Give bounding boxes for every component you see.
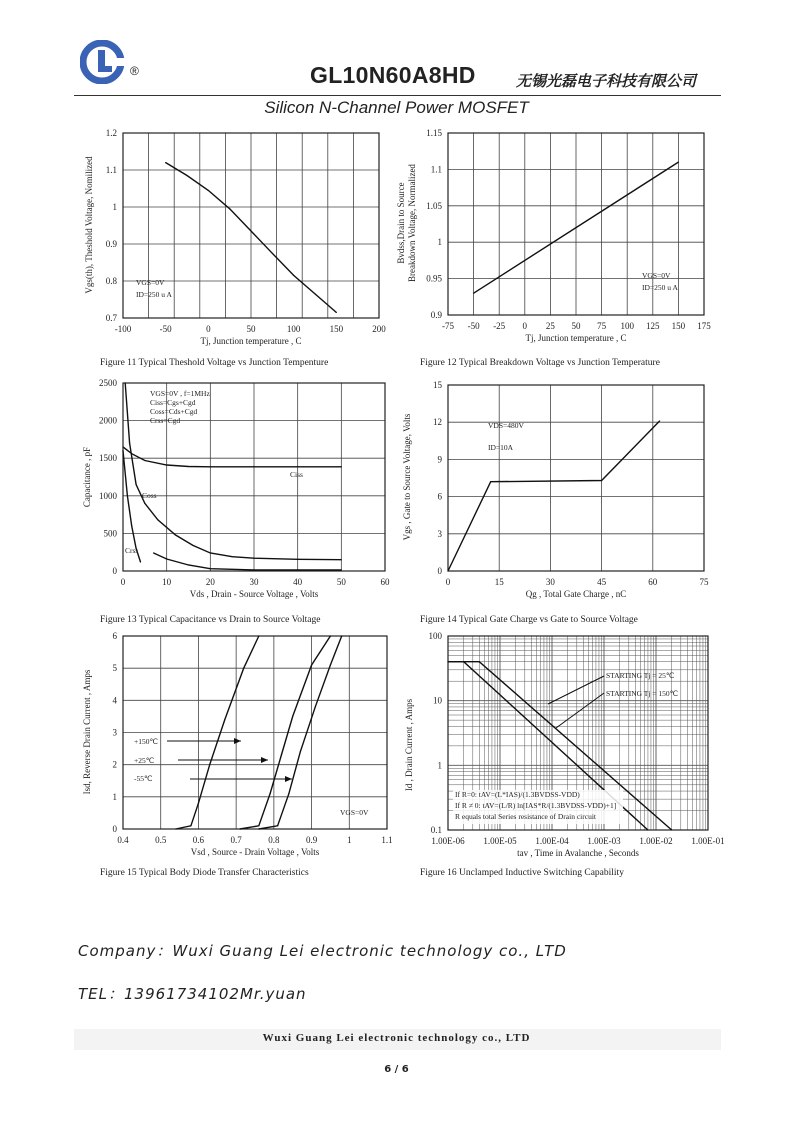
part-number: GL10N60A8HD: [310, 62, 476, 88]
data-point: [281, 754, 282, 755]
page-number: 6 / 6: [384, 1064, 409, 1075]
x-tick-label: 0.8: [268, 835, 280, 845]
x-tick-label: 1.00E-06: [431, 836, 465, 846]
x-axis-label: tav , Time in Avalanche , Seconds: [517, 848, 639, 858]
chart-fig15: [82, 631, 393, 878]
data-point: [341, 635, 342, 636]
y-tick-label: 0.7: [105, 313, 117, 323]
data-point: [601, 480, 602, 481]
chart-annotation: R equals total Series resistance of Drain circuit: [455, 812, 596, 821]
data-point: [125, 382, 126, 383]
data-point: [250, 230, 251, 231]
chart-fig11: [84, 128, 386, 368]
footer-company: Wuxi Guang Lei electronic technology co., LTD: [262, 1032, 531, 1044]
chart-fig14: [402, 380, 709, 625]
registered-mark: ®: [130, 64, 139, 78]
data-point: [175, 828, 176, 829]
y-axis-label: Capacitance , pF: [82, 446, 92, 508]
chart-annotation: ID=250 u A: [136, 290, 172, 299]
y-tick-label: 3: [112, 727, 117, 738]
y-axis-label: Breakdown Voltage, Normalized: [407, 164, 417, 282]
y-tick-label: 5: [112, 663, 117, 674]
y-tick-label: 1.15: [426, 128, 442, 138]
x-axis-label: Tj, Junction temperature , C: [525, 333, 627, 343]
data-point: [232, 556, 233, 557]
y-tick-label: 1: [437, 760, 442, 771]
data-point: [144, 460, 145, 461]
x-tick-label: 1.00E-02: [639, 836, 673, 846]
chart-annotation: VGS=0V: [642, 271, 671, 280]
x-tick-label: -50: [159, 324, 172, 334]
arrow-head: [285, 776, 292, 782]
data-point: [297, 466, 298, 467]
x-tick-label: 40: [293, 577, 303, 587]
x-tick-label: 30: [249, 577, 259, 587]
chart-annotation: If R ≠ 0: tAV=(L/R) ln[IAS*R/(1.3BVDSS-VDD)+1]: [455, 801, 617, 810]
x-axis-label: Vds , Drain - Source Voltage , Volts: [189, 589, 319, 599]
data-point: [311, 664, 312, 665]
data-point: [258, 635, 259, 636]
y-tick-label: 1500: [99, 453, 117, 464]
data-point: [190, 825, 191, 826]
x-tick-label: 60: [648, 577, 658, 587]
data-point: [671, 829, 672, 830]
figure-caption: Figure 12 Typical Breakdown Voltage vs Junction Temperature: [420, 358, 660, 368]
data-point: [166, 558, 167, 559]
x-tick-label: 0: [445, 577, 451, 587]
data-point: [210, 568, 211, 569]
y-tick-label: 0.8: [105, 276, 117, 286]
y-axis-label: Vgs , Gate to Source Voltage, Volts: [402, 413, 412, 541]
chart-annotation: VDS=480V: [488, 421, 524, 430]
x-tick-label: 0.4: [117, 835, 129, 845]
y-tick-label: 0.95: [426, 273, 442, 284]
x-tick-label: 1.00E-01: [691, 836, 725, 846]
x-tick-label: 0.7: [230, 835, 242, 845]
data-point: [341, 569, 342, 570]
x-tick-label: 150: [671, 321, 686, 331]
data-point: [659, 420, 660, 421]
arrow-line: [548, 676, 604, 704]
data-point: [336, 312, 337, 313]
data-point: [341, 559, 342, 560]
x-tick-label: 10: [162, 577, 172, 587]
data-point: [447, 661, 448, 662]
chart-annotation: Coss=Cds+Cgd: [150, 407, 198, 416]
document-subtitle: Silicon N-Channel Power MOSFET: [264, 98, 529, 117]
data-point: [292, 716, 293, 717]
x-tick-label: 1.00E-03: [587, 836, 621, 846]
x-tick-label: 1.00E-04: [535, 836, 569, 846]
data-point: [490, 481, 491, 482]
chart-annotation: If R=0: tAV=(L*IAS)/(1.3BVDSS-VDD): [455, 790, 580, 799]
y-tick-label: 0.9: [430, 310, 442, 320]
x-tick-label: 150: [329, 324, 344, 334]
x-tick-label: 75: [699, 577, 709, 587]
arrow-head: [234, 738, 241, 744]
x-tick-label: 20: [205, 577, 215, 587]
chart-annotation: Crss=Cgd: [150, 416, 181, 425]
y-tick-label: 1.05: [426, 200, 442, 211]
y-tick-label: 1.1: [430, 164, 442, 175]
data-point: [165, 162, 166, 163]
data-point: [136, 484, 137, 485]
data-point: [131, 525, 132, 526]
data-point: [127, 495, 128, 496]
chart-annotation: STARTING Tj = 25℃: [606, 671, 675, 680]
y-tick-label: 2500: [99, 378, 117, 388]
data-point: [258, 825, 259, 826]
y-tick-label: 2000: [99, 415, 117, 426]
data-point: [188, 466, 189, 467]
data-point: [224, 719, 225, 720]
data-point: [166, 464, 167, 465]
y-tick-label: 10: [433, 695, 442, 706]
y-tick-label: 15: [433, 380, 442, 390]
y-tick-label: 1: [112, 791, 117, 802]
data-point: [330, 635, 331, 636]
data-point: [198, 803, 199, 804]
x-tick-label: 0: [120, 577, 126, 587]
chart-annotation: VGS=0V: [136, 278, 165, 287]
chart-annotation: Ciss=Cgs+Cgd: [150, 398, 196, 407]
y-axis-label: Isd, Reverse Drain Current , Amps: [82, 669, 92, 795]
x-tick-label: -100: [114, 324, 132, 334]
data-point: [277, 825, 278, 826]
data-point: [678, 162, 679, 163]
data-point: [175, 534, 176, 535]
plot-frame: [448, 385, 704, 571]
y-tick-label: 9: [437, 454, 442, 465]
series-line: [448, 421, 660, 571]
company-name-cn: 无锡光磊电子科技有限公司: [516, 72, 697, 90]
data-point: [210, 552, 211, 553]
data-point: [157, 519, 158, 520]
y-tick-label: 1.1: [105, 165, 117, 175]
x-tick-label: 50: [571, 321, 581, 331]
y-tick-label: 1000: [99, 490, 117, 501]
series-line: [123, 447, 341, 467]
y-tick-label: 500: [103, 528, 117, 539]
x-tick-label: 25: [545, 321, 555, 331]
data-point: [269, 793, 270, 794]
data-point: [463, 661, 464, 662]
data-point: [122, 446, 123, 447]
y-tick-label: 0: [112, 824, 117, 834]
chart-annotation: ID=250 u A: [642, 283, 678, 292]
data-point: [297, 559, 298, 560]
x-tick-label: 100: [286, 324, 301, 334]
series-label: Crss: [125, 546, 139, 555]
x-tick-label: 0.9: [305, 835, 318, 845]
series-label: +150℃: [134, 737, 158, 746]
x-tick-label: 60: [380, 577, 390, 587]
x-tick-label: -50: [467, 321, 480, 331]
data-point: [140, 561, 141, 562]
x-tick-label: 1: [347, 835, 352, 845]
x-tick-label: 0: [206, 324, 211, 334]
x-tick-label: 30: [545, 577, 555, 587]
y-tick-label: 0.1: [430, 825, 442, 835]
x-tick-label: 75: [597, 321, 607, 331]
figure-caption: Figure 11 Typical Theshold Voltage vs Junction Tempenture: [100, 358, 329, 368]
data-point: [153, 552, 154, 553]
data-point: [258, 828, 259, 829]
data-point: [330, 664, 331, 665]
series-label: +25℃: [134, 756, 155, 765]
data-point: [208, 190, 209, 191]
x-tick-label: 0.6: [192, 835, 205, 845]
data-point: [243, 668, 244, 669]
x-tick-label: -75: [442, 321, 454, 331]
data-point: [253, 569, 254, 570]
y-tick-label: 6: [437, 491, 442, 502]
x-tick-label: 0: [522, 321, 528, 331]
tel-line: TEL：13961734102Mr.yuan: [78, 985, 307, 1003]
data-point: [253, 558, 254, 559]
y-tick-label: 3: [437, 528, 442, 539]
x-tick-label: 1.1: [381, 835, 393, 845]
company-line: Company：Wuxi Guang Lei electronic technology co., LTD: [78, 942, 567, 960]
x-tick-label: 50: [336, 577, 346, 587]
data-point: [473, 293, 474, 294]
y-tick-label: 0: [437, 566, 442, 576]
chart-annotation: VGS=0V , f=1MHz: [150, 389, 210, 398]
x-tick-label: 15: [494, 577, 504, 587]
chart-fig16: [404, 631, 725, 878]
chart-fig13: [82, 378, 390, 625]
figure-caption: Figure 15 Typical Body Diode Transfer Characteristics: [100, 868, 309, 878]
data-point: [479, 661, 480, 662]
y-tick-label: 1: [437, 237, 442, 248]
data-point: [122, 450, 123, 451]
chart-annotation: ID=10A: [488, 443, 514, 452]
y-tick-label: 0.9: [105, 239, 117, 249]
figure-caption: Figure 14 Typical Gate Charge vs Gate to Source Voltage: [420, 615, 638, 625]
data-point: [293, 275, 294, 276]
chart-annotation: VGS=0V: [340, 808, 369, 817]
data-point: [447, 570, 448, 571]
y-tick-label: 100: [428, 631, 442, 641]
data-point: [300, 751, 301, 752]
x-tick-label: 0.5: [155, 835, 167, 845]
x-axis-label: Vsd , Source - Drain Voltage , Volts: [190, 847, 320, 857]
x-tick-label: 100: [620, 321, 634, 331]
data-point: [253, 466, 254, 467]
y-tick-label: 4: [112, 695, 117, 706]
data-point: [209, 764, 210, 765]
data-point: [192, 545, 193, 546]
x-axis-label: Tj, Junction temperature , C: [200, 336, 302, 346]
data-point: [272, 253, 273, 254]
x-axis-label: Qg , Total Gate Charge , nC: [525, 589, 627, 599]
arrow-head: [261, 757, 268, 763]
series-line: [154, 553, 342, 570]
y-axis-label: Id , Drain Current , Amps: [404, 698, 414, 792]
data-point: [297, 569, 298, 570]
data-point: [186, 175, 187, 176]
series-label: -55℃: [134, 774, 153, 783]
chart-fig12: [396, 128, 711, 368]
data-point: [315, 706, 316, 707]
x-tick-label: 125: [646, 321, 660, 331]
y-tick-label: 1.2: [105, 128, 117, 138]
y-axis-label: Vgs(th), Theshold Voltage, Nomilized: [84, 156, 94, 294]
data-point: [341, 466, 342, 467]
figure-caption: Figure 16 Unclamped Inductive Switching Capability: [420, 868, 624, 878]
data-point: [314, 293, 315, 294]
x-tick-label: 45: [597, 577, 607, 587]
data-point: [229, 208, 230, 209]
y-tick-label: 2: [112, 759, 117, 770]
x-tick-label: -25: [493, 321, 506, 331]
y-tick-label: 1: [112, 202, 117, 212]
data-point: [144, 503, 145, 504]
x-tick-label: 200: [372, 324, 386, 334]
data-point: [647, 829, 648, 830]
series-label: Coss: [142, 491, 157, 500]
y-tick-label: 0: [112, 566, 117, 576]
x-tick-label: 1.00E-05: [483, 836, 517, 846]
data-point: [129, 443, 130, 444]
data-point: [210, 466, 211, 467]
data-point: [288, 793, 289, 794]
x-tick-label: 175: [697, 321, 711, 331]
y-tick-label: 6: [112, 631, 117, 641]
chart-annotation: STARTING Tj = 150℃: [606, 689, 679, 698]
series-label: Ciss: [290, 470, 303, 479]
data-point: [239, 828, 240, 829]
data-point: [188, 564, 189, 565]
y-tick-label: 12: [433, 417, 442, 428]
figure-caption: Figure 13 Typical Capacitance vs Drain to Source Voltage: [100, 615, 321, 625]
y-axis-label: Bvdss,Drain to Source: [396, 182, 406, 264]
x-tick-label: 50: [246, 324, 256, 334]
